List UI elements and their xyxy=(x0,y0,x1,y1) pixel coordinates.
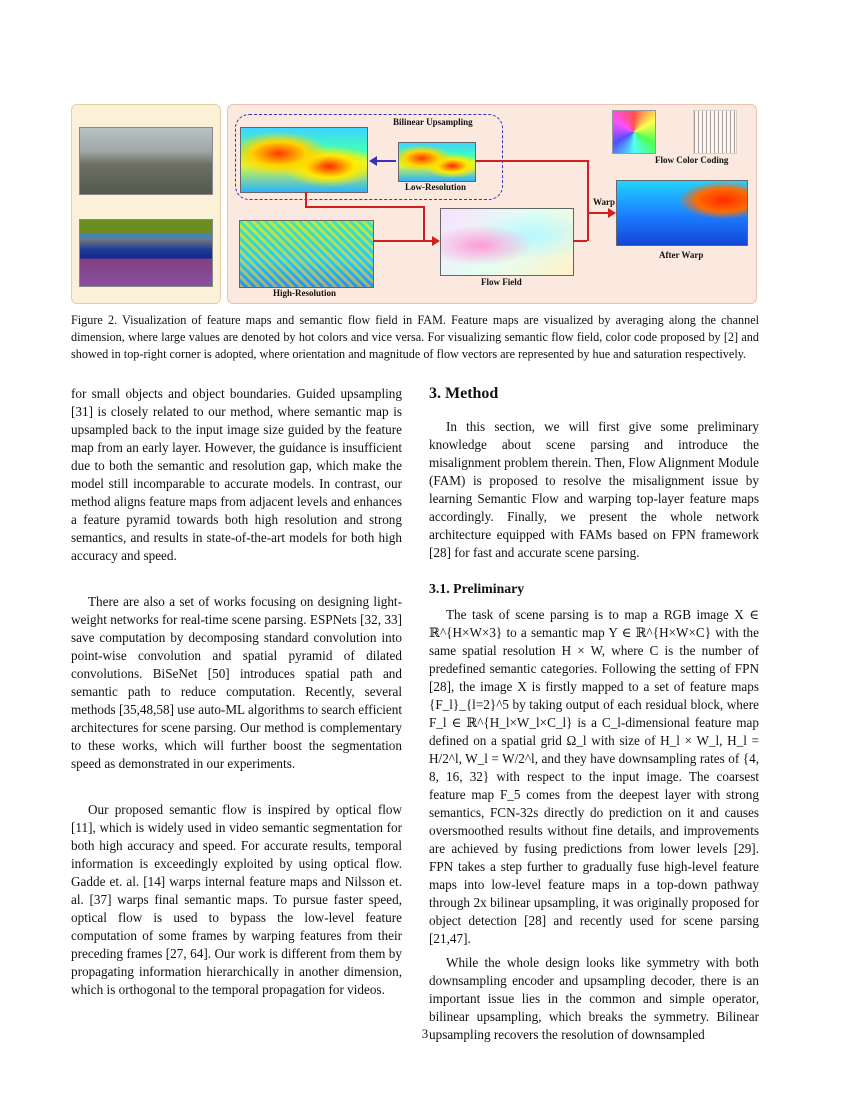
bilinear-upsampling-label: Bilinear Upsampling xyxy=(393,117,473,127)
low-resolution-feature-map xyxy=(398,142,476,182)
flow-vector-field xyxy=(693,110,737,154)
figure-2 xyxy=(71,104,757,304)
subsection-heading-preliminary: 3.1. Preliminary xyxy=(429,581,525,596)
high-resolution-label: High-Resolution xyxy=(273,288,337,298)
warp-vertical xyxy=(587,212,589,241)
lowres-down-to-warp xyxy=(587,160,589,212)
paragraph-preliminary-a: The task of scene parsing is to map a RGB image X ∈ ℝ^{H×W×3} to a semantic map Y ∈ ℝ^{H×W×C} with the same spatial resolution H × W, where C is the number of predefined semantic categories. Following the setting of FPN [28], the image X is firstly mapped to a set of feature maps {F_l}_{l=2}^5 by taking output of each residual block, where F_l ∈ ℝ^{H_l×W_l×C_l} is a C_l-dimensional feature map defined on a spatial grid Ω_l with size of H_l × W_l, H_l = H/2^l, W_l = W/2^l, and they have downsampling rates of {4, 8, 16, 32} with respect to the input image. The coarsest feature map F_5 comes from the deepest layer with strong semantics, FCN-32s directly do prediction on it and causes oversmoothed results without fine details, and improvements are achieved by fusing predictions from lower levels [29]. FPN takes a step further to gradually fuse high-level feature maps into low-level feature maps in a top-down pathway through 2x bilinear upsampling, it was originally proposed for object detection [28] and recently used for scene parsing [21,47]. xyxy=(429,607,759,946)
warp-to-after-arrowhead xyxy=(608,208,616,218)
flow-field-map xyxy=(440,208,574,276)
hires-to-flow-arrowhead xyxy=(432,236,440,246)
upsample-arrow-line xyxy=(376,160,396,162)
flow-to-warp-line xyxy=(573,240,587,242)
low-resolution-label: Low-Resolution xyxy=(405,182,467,192)
segmentation-image xyxy=(79,219,213,287)
street-image xyxy=(79,127,213,195)
upsample-arrowhead xyxy=(369,156,377,166)
warp-label: Warp xyxy=(593,197,616,207)
hires-to-flow-line xyxy=(373,240,433,242)
warp-to-after-line xyxy=(587,212,609,214)
page-number: 3 xyxy=(421,1026,429,1041)
after-warp-label: After Warp xyxy=(659,250,704,260)
upsampled-to-flow-vertical xyxy=(305,192,307,206)
section-heading-method: 3. Method xyxy=(429,385,499,402)
paragraph-method-intro: In this section, we will first give some preliminary knowledge about scene parsing and introduce the misalignment problem therein. Then, Flow Alignment Module (FAM) is proposed to resolve the misalignment issue by learning Semantic Flow and warping top-layer feature maps accordingly. Finally, we present the whole network architecture equipped with FAMs based on FPN framework [28] for fast and accurate scene parsing. xyxy=(429,419,759,560)
left-column xyxy=(71,385,402,999)
paragraph-light-weight-networks: There are also a set of works focusing on designing light-weight networks for real-time scene parsing. ESPNets [32, 33] save computation by decomposing standard convolution into point-wise convolution and spatial pyramid of dilated convolutions. BiSeNet [50] introduces spatial path and semantic path to reduce computation. Recently, several methods [35,48,58] use auto-ML algorithms to search efficient architectures for scene parsing. Our method is complementary to these works, which will further boost the segmentation speed as demonstrated in our experiments. xyxy=(71,594,402,771)
flow-color-coding-label: Flow Color Coding xyxy=(655,155,729,165)
lowres-to-warp-line xyxy=(475,160,587,162)
right-column xyxy=(429,385,759,1044)
figure-caption: Figure 2. Visualization of feature maps and semantic flow field in FAM. Feature maps are visualized by averaging along the channel dimension, where large values are denoted by hot colors and vice versa. For visualizing semantic flow field, color code proposed by [2] and showed in top-right corner is adopted, where orientation and magnitude of flow vectors are represented by hue and saturation respectively. xyxy=(71,313,759,361)
flow-field-label: Flow Field xyxy=(481,277,522,287)
paragraph-preliminary-b: While the whole design looks like symmetry with both downsampling encoder and upsampling decoder, there is an important issue lies in the common and simple operator, bilinear upsampling, which breaks the symmetry. Bilinear upsampling recovers the resolution of downsampled xyxy=(429,955,759,1042)
flow-color-wheel xyxy=(612,110,656,154)
high-resolution-feature-map xyxy=(239,220,374,288)
after-warp-feature-map xyxy=(616,180,748,246)
paragraph-optical-flow: Our proposed semantic flow is inspired by optical flow [11], which is widely used in video semantic segmentation for both high accuracy and speed. For accurate results, temporal information is exceedingly exploited by using optical flow. Gadde et. al. [14] warps internal feature maps and Nilsson et. al. [37] warps final semantic maps. To pursue faster speed, optical flow is used to bypass the low-level feature computation of some frames by warping features from their preceding frames [27, 64]. Our work is different from them by propagating information hierarchically in another dimension, which is orthogonal to the temporal propagation for videos. xyxy=(71,802,402,997)
paragraph-guided-upsampling: for small objects and object boundaries. Guided upsampling [31] is closely related to our method, where semantic map is upsampled back to the input image size guided by the feature map from an early layer. However, the guidance is insufficient due to both the semantic and resolution gap, which make the model still incomparable to accurate models. In contrast, our method aligns feature maps from adjacent levels and enhances a feature pyramid towards both high resolution and strong semantics, and results in state-of-the-art models for both high accuracy and speed. xyxy=(71,386,402,563)
input-panel xyxy=(71,104,221,304)
upsampled-to-flow-horizontal xyxy=(305,206,423,208)
upsampled-to-flow-down xyxy=(423,206,425,240)
upsampled-feature-map xyxy=(240,127,368,193)
